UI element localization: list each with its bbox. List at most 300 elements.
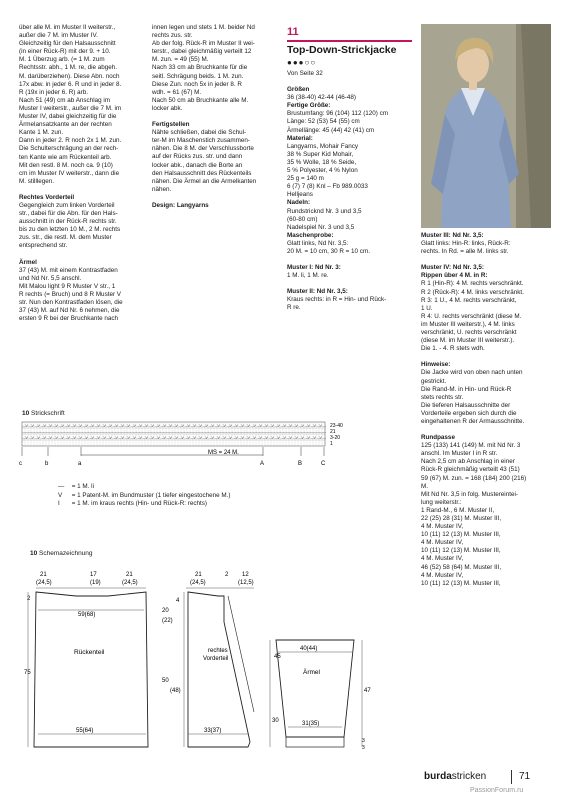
text-line: str., dabei für die Abn. für den Hals- — [19, 210, 118, 218]
grid-symbol: V — [91, 423, 94, 428]
text-line: Länge: 52 (53) 54 (55) cm — [287, 118, 360, 126]
grid-symbol: — — [88, 435, 93, 440]
svg-text:17: 17 — [90, 572, 97, 578]
text-line: M. 1 Überzug arb. (= 1 M. zum — [19, 56, 105, 64]
grid-symbol: — — [289, 429, 294, 434]
text-line: 37 (43) M. auf Nd Nr. 6 nehmen, die — [19, 307, 120, 315]
grid-symbol: — — [148, 423, 153, 428]
grid-symbol: — — [217, 429, 222, 434]
grid-symbol: — — [46, 435, 51, 440]
grid-symbol: V — [169, 435, 172, 440]
grid-symbol: V — [271, 435, 274, 440]
grid-symbol: — — [52, 435, 57, 440]
grid-symbol: — — [196, 435, 201, 440]
grid-symbol: — — [202, 429, 207, 434]
grid-symbol: V — [31, 423, 34, 428]
text-line: Material: — [287, 134, 313, 142]
text-line: Diese Zun. noch 5x in jeder 8. R — [152, 80, 242, 88]
svg-text:(24,5): (24,5) — [36, 580, 52, 586]
grid-symbol: — — [64, 429, 69, 434]
grid-symbol: V — [253, 423, 256, 428]
grid-symbol: — — [214, 423, 219, 428]
marker-C: C — [321, 461, 326, 467]
grid-symbol: — — [277, 429, 282, 434]
grid-symbol: V — [109, 423, 112, 428]
grid-symbol: — — [91, 429, 96, 434]
text-line: zus. str., die restl. M. dem Muster — [19, 234, 112, 242]
grid-symbol: — — [181, 429, 186, 434]
legend-row: I = 1 M. im kraus rechts (Hin- und Rück-R: rechts) — [58, 500, 207, 507]
grid-symbol: — — [130, 423, 135, 428]
svg-text:2: 2 — [225, 572, 229, 578]
text-line: 22 (25) 28 (31) M. Muster III, — [421, 515, 502, 522]
grid-symbol: V — [289, 435, 292, 440]
grid-symbol: — — [37, 429, 42, 434]
text-line: Die Schulterschrägung an der rech- — [19, 145, 119, 153]
grid-symbol: — — [130, 435, 135, 440]
grid-symbol: V — [301, 423, 304, 428]
row-label-3: 3-20 — [330, 435, 341, 441]
grid-symbol: — — [64, 435, 69, 440]
grid-symbol: V — [55, 435, 58, 440]
svg-text:40(44): 40(44) — [300, 646, 318, 652]
grid-symbol: — — [214, 435, 219, 440]
grid-symbol: — — [220, 429, 225, 434]
grid-symbol: — — [310, 423, 315, 428]
grid-symbol: V — [139, 435, 142, 440]
grid-symbol: — — [115, 429, 120, 434]
grid-symbol: V — [85, 435, 88, 440]
grid-symbol: — — [28, 435, 33, 440]
pattern-number: 11 — [287, 26, 299, 38]
grid-symbol: — — [310, 435, 315, 440]
text-line: Die Rand-M. in Hin- und Rück-R — [421, 385, 512, 393]
grid-symbol: — — [130, 429, 135, 434]
knitting-chart — [18, 420, 348, 480]
title-rule — [287, 40, 412, 42]
grid-symbol: — — [256, 435, 261, 440]
grid-symbol: — — [193, 429, 198, 434]
grid-symbol: V — [25, 423, 28, 428]
grid-symbol: — — [136, 429, 141, 434]
grid-symbol: V — [133, 435, 136, 440]
grid-symbol: — — [220, 423, 225, 428]
text-line: verschränkt, U. rechts verschränkt — [421, 329, 517, 337]
text-line: Ärmellänge: 45 (44) 42 (41) cm — [287, 126, 375, 134]
text-line: Design: Langyarns — [152, 201, 209, 209]
grid-symbol: — — [280, 423, 285, 428]
text-line: Rechtsstr. abh., 1 M. re, die abgeh. — [19, 64, 118, 72]
text-line: im Muster III weiterstr.), 4 M. links — [421, 320, 515, 328]
text-line: Ab der folg. Rück-R im Muster II wei- — [152, 40, 255, 48]
grid-symbol: V — [91, 435, 94, 440]
grid-symbol: — — [118, 429, 123, 434]
grid-symbol: — — [292, 429, 297, 434]
grid-symbol: — — [208, 429, 213, 434]
svg-text:Ärmel: Ärmel — [303, 669, 320, 676]
svg-text:33(37): 33(37) — [204, 728, 222, 734]
grid-symbol: — — [175, 429, 180, 434]
grid-symbol: — — [46, 429, 51, 434]
text-line: Muster I: Nd Nr. 3: — [287, 264, 341, 272]
grid-symbol: — — [178, 435, 183, 440]
grid-symbol: V — [109, 435, 112, 440]
grid-symbol: — — [319, 429, 324, 434]
grid-symbol: — — [286, 429, 291, 434]
grid-symbol: — — [190, 423, 195, 428]
text-line: Nähte schließen, dabei die Schul- — [152, 129, 247, 137]
text-line: bis zu den letzten 10 M., 2 M. rechts — [19, 226, 121, 234]
grid-symbol: — — [274, 435, 279, 440]
text-line: nähen. Die Ärmel an die Armelkanten — [152, 177, 257, 185]
text-line: Brustumfang: 96 (104) 112 (120) cm — [287, 110, 389, 118]
grid-symbol: — — [118, 435, 123, 440]
text-line: Gegengleich zum linken Vorderteil — [19, 201, 115, 209]
text-column-2 — [152, 24, 277, 210]
svg-text:31(35): 31(35) — [302, 721, 320, 727]
text-line: Vorderteile ergeben sich durch die — [421, 409, 517, 417]
grid-symbol: — — [154, 429, 159, 434]
grid-symbol: — — [121, 429, 126, 434]
text-line: 38 % Super Kid Mohair, — [287, 150, 354, 158]
text-line: M. darüberziehen). Diese Abn. noch — [19, 72, 120, 80]
text-line: R 4: U. rechts verschränkt (diese M. — [421, 312, 522, 320]
grid-symbol: — — [274, 429, 279, 434]
front-piece — [162, 572, 254, 747]
grid-symbol: V — [61, 423, 64, 428]
text-line: Hinweise: — [421, 361, 451, 369]
grid-symbol: V — [241, 435, 244, 440]
grid-symbol: — — [211, 429, 216, 434]
grid-symbol: V — [319, 435, 322, 440]
text-line: seitl. Schrägung beids. 1 M. zun. — [152, 72, 244, 80]
svg-text:(19): (19) — [90, 580, 101, 586]
grid-symbol: — — [262, 423, 267, 428]
grid-symbol: — — [184, 429, 189, 434]
grid-symbol: — — [160, 423, 165, 428]
grid-symbol: — — [304, 423, 309, 428]
grid-symbol: V — [103, 435, 106, 440]
grid-symbol: — — [310, 429, 315, 434]
text-line: R 1 (Hin-R): 4 M. rechts verschränkt. — [421, 280, 524, 288]
text-line: außer die 7 M. im Muster IV. — [19, 32, 98, 40]
svg-text:(24,5): (24,5) — [190, 580, 206, 586]
text-line: Mit den restl. 8 M. noch ca. 9 (10) — [19, 161, 113, 169]
text-line: Muster IV, dabei gleichzeitig für die — [19, 113, 117, 121]
text-line: stets rechts str. — [421, 393, 464, 401]
text-line: Glatt links: Hin-R: links, Rück-R: — [421, 240, 511, 248]
text-line: R (19x in jeder 6. R) arb. — [19, 88, 88, 96]
grid-symbol: — — [112, 435, 117, 440]
legend-row: — = 1 M. li — [58, 483, 94, 490]
grid-symbol: V — [157, 435, 160, 440]
grid-symbol: V — [241, 423, 244, 428]
text-line: R re. — [287, 304, 301, 312]
grid-symbol: — — [70, 429, 75, 434]
text-line: terstr., dabei gleichmäßig verteilt 12 — [152, 48, 252, 56]
grid-symbol: V — [289, 423, 292, 428]
text-line: Kraus rechts: in R = Hin- und Rück- — [287, 296, 387, 304]
text-line: locker abk. — [152, 104, 183, 112]
grid-symbol: — — [298, 435, 303, 440]
text-line: Kante 1 M. zun. — [19, 129, 64, 137]
text-line: Größen — [287, 86, 310, 94]
grid-symbol: — — [232, 429, 237, 434]
grid-symbol: V — [313, 435, 316, 440]
chart-title: 10 Strickschrift — [22, 410, 65, 417]
grid-symbol: V — [247, 423, 250, 428]
grid-symbol: — — [88, 423, 93, 428]
grid-symbol: V — [295, 435, 298, 440]
text-line: Von Seite 32 — [287, 70, 323, 77]
grid-symbol: V — [181, 423, 184, 428]
grid-symbol: V — [229, 423, 232, 428]
marker-c: c — [19, 461, 22, 467]
grid-symbol: — — [205, 429, 210, 434]
marker-a: a — [78, 461, 82, 467]
grid-symbol: — — [304, 429, 309, 434]
grid-symbol: — — [73, 429, 78, 434]
grid-symbol: — — [202, 435, 207, 440]
grid-symbol: V — [55, 423, 58, 428]
grid-symbol: — — [196, 423, 201, 428]
grid-symbol: — — [235, 429, 240, 434]
text-line: 35 % Wolle, 18 % Seide, — [287, 158, 357, 166]
grid-symbol: — — [208, 423, 213, 428]
svg-text:20: 20 — [162, 608, 169, 614]
text-line: eingehaltenen R der Armausschnitte. — [421, 417, 525, 425]
grid-symbol: — — [172, 423, 177, 428]
grid-symbol: — — [244, 429, 249, 434]
text-line: Rück-R gleichmäßig verteilt 43 (51) — [421, 466, 520, 474]
schema-title: 10 Schemazeichnung — [30, 550, 93, 557]
grid-symbol: V — [187, 423, 190, 428]
grid-symbol: — — [313, 429, 318, 434]
grid-symbol: — — [151, 429, 156, 434]
grid-symbol: V — [43, 435, 46, 440]
chart-grid — [22, 422, 327, 446]
grid-symbol: — — [232, 435, 237, 440]
grid-symbol: — — [70, 435, 75, 440]
grid-symbol: — — [202, 423, 207, 428]
text-line: über alle M. im Muster II weiterstr., — [19, 24, 116, 31]
marker-A: A — [260, 461, 265, 467]
brand-logo: burdastricken — [424, 771, 487, 782]
text-line: Muster II: Nd Nr. 3,5: — [287, 288, 348, 296]
grid-symbol: — — [316, 429, 321, 434]
text-line: Muster III: Nd Nr. 3,5: — [421, 232, 484, 239]
chart-legend — [58, 483, 230, 509]
grid-symbol: V — [145, 435, 148, 440]
grid-symbol: — — [22, 429, 27, 434]
grid-symbol: V — [277, 435, 280, 440]
text-line: 4 M. Muster IV, — [421, 539, 464, 547]
text-line: innen legen und stets 1 M. beider Nd — [152, 24, 255, 31]
text-line: 46 (52) 58 (64) M. Muster III, — [421, 563, 502, 571]
grid-symbol: V — [307, 423, 310, 428]
text-line: nähen. Die 8 M. der Verschlussborte — [152, 145, 254, 153]
grid-symbol: V — [217, 423, 220, 428]
grid-symbol: — — [295, 429, 300, 434]
grid-symbol: — — [160, 435, 165, 440]
text-line: Ärmelansatzkante an der rechten — [19, 121, 112, 129]
grid-symbol: — — [103, 429, 108, 434]
text-line: Rundpasse — [421, 434, 455, 442]
grid-symbol: — — [142, 429, 147, 434]
grid-symbol: V — [163, 423, 166, 428]
svg-text:45: 45 — [274, 654, 281, 660]
text-line: Nach 50 cm ab Bruchkante alle M. — [152, 96, 249, 104]
text-line: R 2 (Rück-R): 4 M. links verschränkt. — [421, 288, 524, 296]
text-line: M. stilllegen. — [19, 177, 54, 185]
grid-symbol: — — [58, 435, 63, 440]
text-line: Fertigstellen — [152, 121, 190, 129]
grid-symbol: — — [34, 429, 39, 434]
grid-symbol: V — [205, 423, 208, 428]
text-line: cm im Muster IV weiterstr., dann die — [19, 169, 120, 177]
text-line: R rechts (= Bruch) und 8 R Muster V — [19, 290, 122, 298]
grid-symbol: V — [265, 435, 268, 440]
text-line: 17x abw. in jeder 6. R und in jeder 8. — [19, 80, 122, 88]
schematic-drawing — [18, 562, 398, 762]
grid-symbol: — — [97, 429, 102, 434]
svg-text:(22): (22) — [162, 618, 173, 624]
grid-symbol: — — [94, 435, 99, 440]
page-number: 71 — [519, 771, 531, 782]
grid-symbol: — — [142, 435, 147, 440]
grid-symbol: — — [238, 423, 243, 428]
grid-symbol: — — [76, 429, 81, 434]
text-line: gestrickt. — [421, 377, 447, 385]
grid-symbol: — — [247, 429, 252, 434]
grid-symbol: — — [214, 429, 219, 434]
svg-text:12: 12 — [242, 572, 249, 578]
grid-symbol: V — [193, 423, 196, 428]
grid-symbol: — — [139, 429, 144, 434]
grid-symbol: V — [43, 423, 46, 428]
text-line: Nach 51 (49) cm ab Anschlag im — [19, 96, 110, 104]
grid-symbol: — — [88, 429, 93, 434]
grid-symbol: V — [97, 423, 100, 428]
grid-symbol: — — [109, 429, 114, 434]
grid-symbol: — — [118, 423, 123, 428]
text-line: den Halsausschnitt des Rückenteils — [152, 169, 252, 177]
grid-symbol: V — [127, 435, 130, 440]
grid-symbol: V — [175, 423, 178, 428]
grid-symbol: — — [178, 423, 183, 428]
text-line: Nach 33 cm ab Bruchkante für die — [152, 64, 248, 72]
grid-symbol: V — [211, 435, 214, 440]
text-column-3 — [287, 70, 412, 313]
grid-symbol: — — [298, 429, 303, 434]
grid-symbol: — — [208, 435, 213, 440]
grid-symbol: V — [31, 435, 34, 440]
grid-symbol: — — [127, 429, 132, 434]
grid-symbol: — — [76, 423, 81, 428]
text-line: 1 M. li, 1 M. re. — [287, 272, 329, 280]
grid-symbol: V — [49, 423, 52, 428]
grid-symbol: V — [169, 423, 172, 428]
grid-symbol: — — [250, 423, 255, 428]
svg-text:3: 3 — [362, 745, 365, 751]
marker-B: B — [298, 461, 303, 467]
grid-symbol: V — [157, 423, 160, 428]
sleeve-piece — [270, 640, 371, 751]
row-label-2: 21 — [330, 429, 336, 435]
text-line: Dann in jeder 2. R noch 2x 1 M. zun. — [19, 137, 122, 145]
model-photo — [421, 24, 551, 228]
grid-symbol: — — [250, 429, 255, 434]
grid-symbol: — — [82, 423, 87, 428]
grid-symbol: — — [61, 429, 66, 434]
grid-symbol: — — [286, 423, 291, 428]
text-line: lung weiterstr.: — [421, 498, 462, 506]
grid-symbol: — — [283, 429, 288, 434]
text-line: 6 (7) 7 (8) Knl – Fb 989.0033 — [287, 183, 368, 191]
grid-symbol: — — [100, 429, 105, 434]
grid-symbol: — — [31, 429, 36, 434]
text-line: wdh. = 61 (67) M. — [152, 88, 202, 96]
text-line: Rechtes Vorderteil — [19, 193, 75, 201]
grid-symbol: V — [223, 435, 226, 440]
text-line: (diese M. im Muster III weiterstr.). — [421, 337, 515, 345]
grid-symbol: V — [121, 435, 124, 440]
grid-symbol: V — [223, 423, 226, 428]
text-line: Nadeln: — [287, 199, 311, 207]
svg-text:21: 21 — [195, 572, 202, 578]
grid-symbol: — — [307, 429, 312, 434]
grid-symbol: — — [106, 435, 111, 440]
text-line: (60-80 cm) — [287, 215, 318, 223]
text-line: Muster I weiterstr., außer die 7 M. im — [19, 104, 122, 112]
text-line: Nach 2,5 cm ab Anschlag in einer — [421, 458, 515, 466]
grid-symbol: V — [211, 423, 214, 428]
svg-text:47: 47 — [364, 688, 371, 694]
text-line: Langyarns, Mohair Fancy — [287, 142, 359, 150]
grid-symbol: — — [34, 435, 39, 440]
svg-text:3: 3 — [362, 738, 365, 744]
grid-symbol: — — [22, 423, 27, 428]
watermark: PassionForum.ru — [470, 787, 524, 794]
grid-symbol: — — [49, 429, 54, 434]
text-column-4 — [421, 232, 551, 588]
text-line: locker abk., danach die Borte an — [152, 161, 243, 169]
text-line: 36 (38-40) 42-44 (46-48) — [287, 94, 356, 102]
grid-symbol: — — [280, 435, 285, 440]
grid-symbol: — — [220, 435, 225, 440]
grid-symbol: — — [265, 429, 270, 434]
grid-symbol: V — [283, 423, 286, 428]
grid-symbol: — — [124, 435, 129, 440]
grid-symbol: — — [25, 429, 30, 434]
grid-symbol: V — [127, 423, 130, 428]
grid-symbol: V — [271, 423, 274, 428]
grid-symbol: V — [229, 435, 232, 440]
grid-symbol: — — [241, 429, 246, 434]
grid-symbol: — — [304, 435, 309, 440]
grid-symbol: — — [286, 435, 291, 440]
grid-symbol: — — [106, 423, 111, 428]
text-line: nähen. — [152, 185, 172, 193]
grid-symbol: — — [70, 423, 75, 428]
text-line: 4 M. Muster IV, — [421, 523, 464, 531]
svg-text:2: 2 — [27, 596, 31, 602]
grid-symbol: — — [154, 423, 159, 428]
grid-symbol: — — [196, 429, 201, 434]
text-line: Die 1. - 4. R stets wdh. — [421, 345, 485, 353]
grid-symbol: V — [319, 423, 322, 428]
grid-symbol: — — [67, 429, 72, 434]
